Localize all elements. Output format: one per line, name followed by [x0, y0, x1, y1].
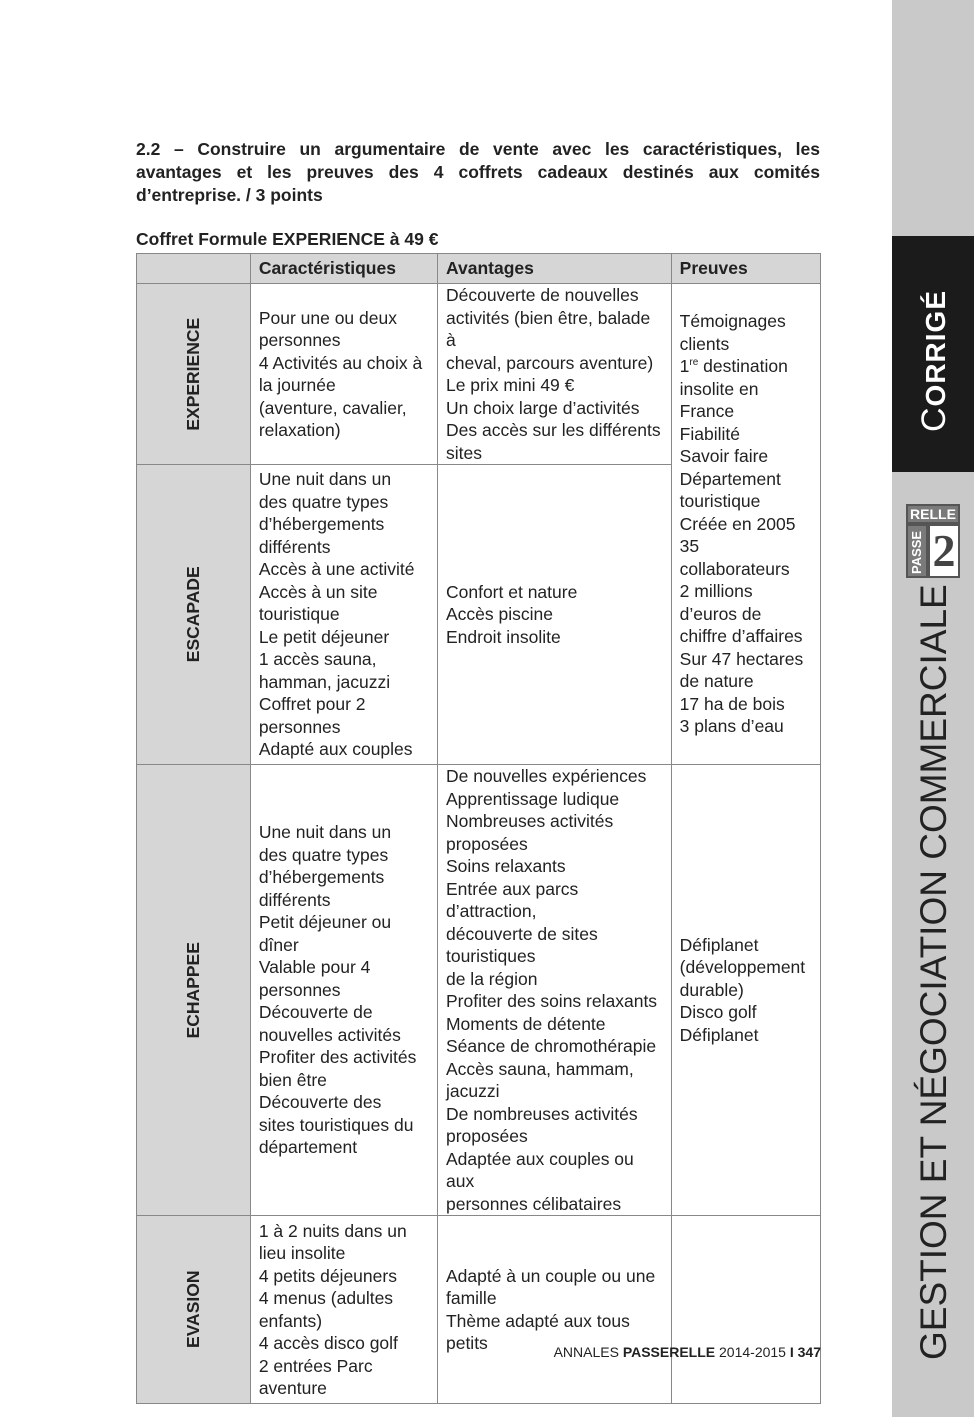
cell-line: relaxation) — [258, 420, 341, 440]
cell-line: bien être — [258, 1069, 327, 1090]
cell-line: Une nuit dans un — [258, 822, 392, 843]
cell-line: Département — [679, 468, 781, 489]
cell-line: chiffre d’affaires — [679, 626, 803, 647]
cell-line: Entrée aux parcs d’attraction, — [445, 878, 579, 921]
cell-line: Un choix large d’activités — [445, 397, 640, 418]
cell-line: Pour une ou deux — [258, 307, 397, 328]
cell-line: (développement — [679, 957, 806, 978]
table-row — [137, 1216, 821, 1404]
cell-line: lieu insolite — [258, 1243, 346, 1263]
cell-line: Séance de chromothérapie — [445, 1036, 657, 1056]
cell-line: durable) — [679, 979, 744, 1000]
cell-line: Adapté à un couple ou une — [445, 1265, 656, 1286]
cell-line: aventure — [258, 1378, 327, 1398]
argument-table — [136, 253, 821, 1404]
cell-avantages — [437, 765, 671, 1216]
cell-line: Découverte de nouvelles — [445, 285, 639, 305]
cell-line: 3 plans d’eau — [679, 716, 784, 737]
cell-line: d’euros de — [679, 603, 762, 624]
logo-number: 2 — [928, 524, 960, 578]
row-label-evasion: EVASION — [137, 1216, 251, 1404]
cell-avantages — [437, 465, 671, 765]
cell-line: De nouvelles expériences — [445, 766, 647, 786]
cell-line: Apprentissage ludique — [445, 788, 620, 809]
cell-line: Adapté aux couples — [258, 739, 413, 760]
page-number: 347 — [793, 1344, 821, 1360]
cell-line: Accès à une activité — [258, 559, 415, 580]
cell-line: touristique — [258, 604, 340, 625]
cell-line: 4 petits déjeuners — [258, 1265, 397, 1286]
cell-line: Petit déjeuner ou — [258, 912, 392, 933]
cell-line: de la région — [445, 968, 538, 989]
cell-line: Accès à un site — [258, 581, 378, 602]
preuve-destination: 1re destination — [679, 356, 788, 377]
cell-line: France — [679, 401, 735, 422]
question-heading: 2.2 – Construire un argumentaire de vente avec les caractéristiques, les avantages et les preuves des 4 coffrets cadeaux destinés aux comités d’entreprise. / 3 points — [136, 139, 820, 205]
cell-line: nouvelles activités — [258, 1024, 401, 1045]
cell-line: collaborateurs — [679, 558, 790, 579]
cell-line: des quatre types — [258, 844, 389, 865]
cell-line: 2 entrées Parc — [258, 1355, 373, 1376]
cell-line: Confort et nature — [445, 581, 578, 602]
cell-line: 2 millions — [679, 581, 753, 602]
cell-line: De nombreuses activités — [445, 1103, 638, 1124]
cell-line: Adaptée aux couples ou aux — [445, 1148, 634, 1191]
cell-line: touristique — [679, 491, 761, 512]
cell-line: Moments de détente — [445, 1013, 606, 1034]
section-title: GESTION ET NÉGOCIATION COMMERCIALE — [913, 584, 954, 1360]
cell-line: de nature — [679, 671, 754, 692]
header-avantages: Avantages — [437, 254, 671, 284]
cell-line: insolite en — [679, 378, 759, 399]
cell-line: la journée — [258, 375, 336, 395]
cell-avantages — [437, 1216, 671, 1404]
cell-caracteristiques — [250, 1216, 437, 1404]
cell-line: proposées — [445, 833, 528, 854]
cell-line: personnes célibataires — [445, 1193, 622, 1214]
cell-line: (aventure, cavalier, — [258, 397, 407, 418]
cell-line: des quatre types — [258, 491, 389, 512]
cell-line: Une nuit dans un — [258, 469, 392, 490]
cell-caracteristiques — [250, 465, 437, 765]
cell-line: hamman, jacuzzi — [258, 671, 391, 692]
cell-line: Fiabilité — [679, 423, 740, 444]
header-caracteristiques: Caractéristiques — [250, 254, 437, 284]
cell-preuves — [671, 765, 820, 1216]
cell-line: personnes — [258, 716, 341, 737]
cell-line: Valable pour 4 — [258, 957, 371, 978]
cell-line: Défiplanet — [679, 1024, 759, 1045]
cell-line: Soins relaxants — [445, 856, 566, 876]
cell-line: 1 à 2 nuits dans un — [258, 1220, 407, 1241]
table-title: Coffret Formule EXPERIENCE à 49 € — [136, 229, 439, 249]
cell-line: Découverte des — [258, 1092, 382, 1113]
passerelle-logo — [906, 504, 960, 578]
cell-line: enfants) — [258, 1310, 323, 1331]
cell-line: Des accès sur les différents — [445, 420, 661, 440]
cell-line: sites — [445, 442, 482, 463]
table-row — [137, 284, 821, 465]
header-corner — [137, 254, 251, 284]
corrige-rest: ORRIGÉ — [920, 289, 951, 407]
cell-line: Disco golf — [679, 1002, 757, 1023]
logo-passe-text: PASSE — [909, 530, 924, 574]
cell-line: d’hébergements — [258, 514, 385, 535]
cell-line: Accès piscine — [445, 604, 553, 625]
cell-line: proposées — [445, 1126, 528, 1146]
table-row — [137, 765, 821, 1216]
row-label-escapade: ESCAPADE — [137, 465, 251, 765]
cell-line: Le petit déjeuner — [258, 626, 390, 647]
cell-line: 4 Activités au choix à — [258, 352, 423, 373]
cell-line: Coffret pour 2 — [258, 694, 366, 715]
cell-line: Accès sauna, hammam, jacuzzi — [445, 1058, 634, 1101]
corrige-initial: C — [915, 406, 953, 432]
cell-line: d’hébergements — [258, 867, 385, 888]
cell-caracteristiques — [250, 284, 437, 465]
table-header-row — [137, 254, 821, 284]
cell-line: 17 ha de bois — [679, 693, 785, 714]
cell-line: 4 accès disco golf — [258, 1333, 398, 1353]
cell-line: Thème adapté aux tous petits — [445, 1310, 630, 1353]
cell-line: famille — [445, 1288, 497, 1308]
cell-line: découverte de sites touristiques — [445, 923, 598, 966]
cell-line: Nombreuses activités — [445, 811, 614, 831]
cell-line: département — [258, 1137, 358, 1158]
cell-caracteristiques — [250, 765, 437, 1216]
cell-line: personnes — [258, 330, 341, 350]
cell-line: cheval, parcours aventure) — [445, 352, 654, 373]
cell-line: personnes — [258, 979, 341, 1000]
cell-line: Défiplanet — [679, 934, 759, 955]
row-label-experience: EXPERIENCE — [137, 284, 251, 465]
cell-line: Créée en 2005 — [679, 513, 796, 534]
cell-avantages — [437, 284, 671, 465]
cell-line: Profiter des activités — [258, 1047, 417, 1068]
cell-line: différents — [258, 889, 331, 910]
row-label-echappee: ECHAPPEE — [137, 765, 251, 1216]
page-footer: ANNALES PASSERELLE 2014-2015 I 347 — [553, 1344, 821, 1360]
cell-preuves-shared: Témoignages clients 1re destination insolite en France Fiabilité Savoir faire Département touristique Créée en 2005 35 collaborateurs 2 millions d’euros de chiffre d’affaires Sur 47 hectares de nature 17 ha de bois 3 plans d’eau — [671, 284, 820, 765]
logo-passe — [906, 524, 928, 578]
cell-line: différents — [258, 536, 331, 557]
cell-line: sites touristiques du — [258, 1114, 414, 1135]
cell-line: Le prix mini 49 € — [445, 375, 575, 395]
cell-line: 35 — [679, 536, 700, 557]
cell-line: activités (bien être, balade à — [445, 307, 651, 350]
cell-line: Endroit insolite — [445, 626, 561, 647]
cell-line: Sur 47 hectares — [679, 648, 804, 669]
cell-line: dîner — [258, 934, 299, 955]
logo-relle: RELLE — [906, 504, 960, 524]
cell-line: 4 menus (adultes — [258, 1288, 394, 1308]
header-preuves: Preuves — [671, 254, 820, 284]
cell-line: Découverte de — [258, 1002, 373, 1023]
cell-line: Savoir faire — [679, 446, 769, 467]
cell-line: Profiter des soins relaxants — [445, 991, 658, 1011]
cell-preuves — [671, 1216, 820, 1404]
corrige-label — [916, 290, 952, 432]
cell-line: 1 accès sauna, — [258, 649, 377, 670]
